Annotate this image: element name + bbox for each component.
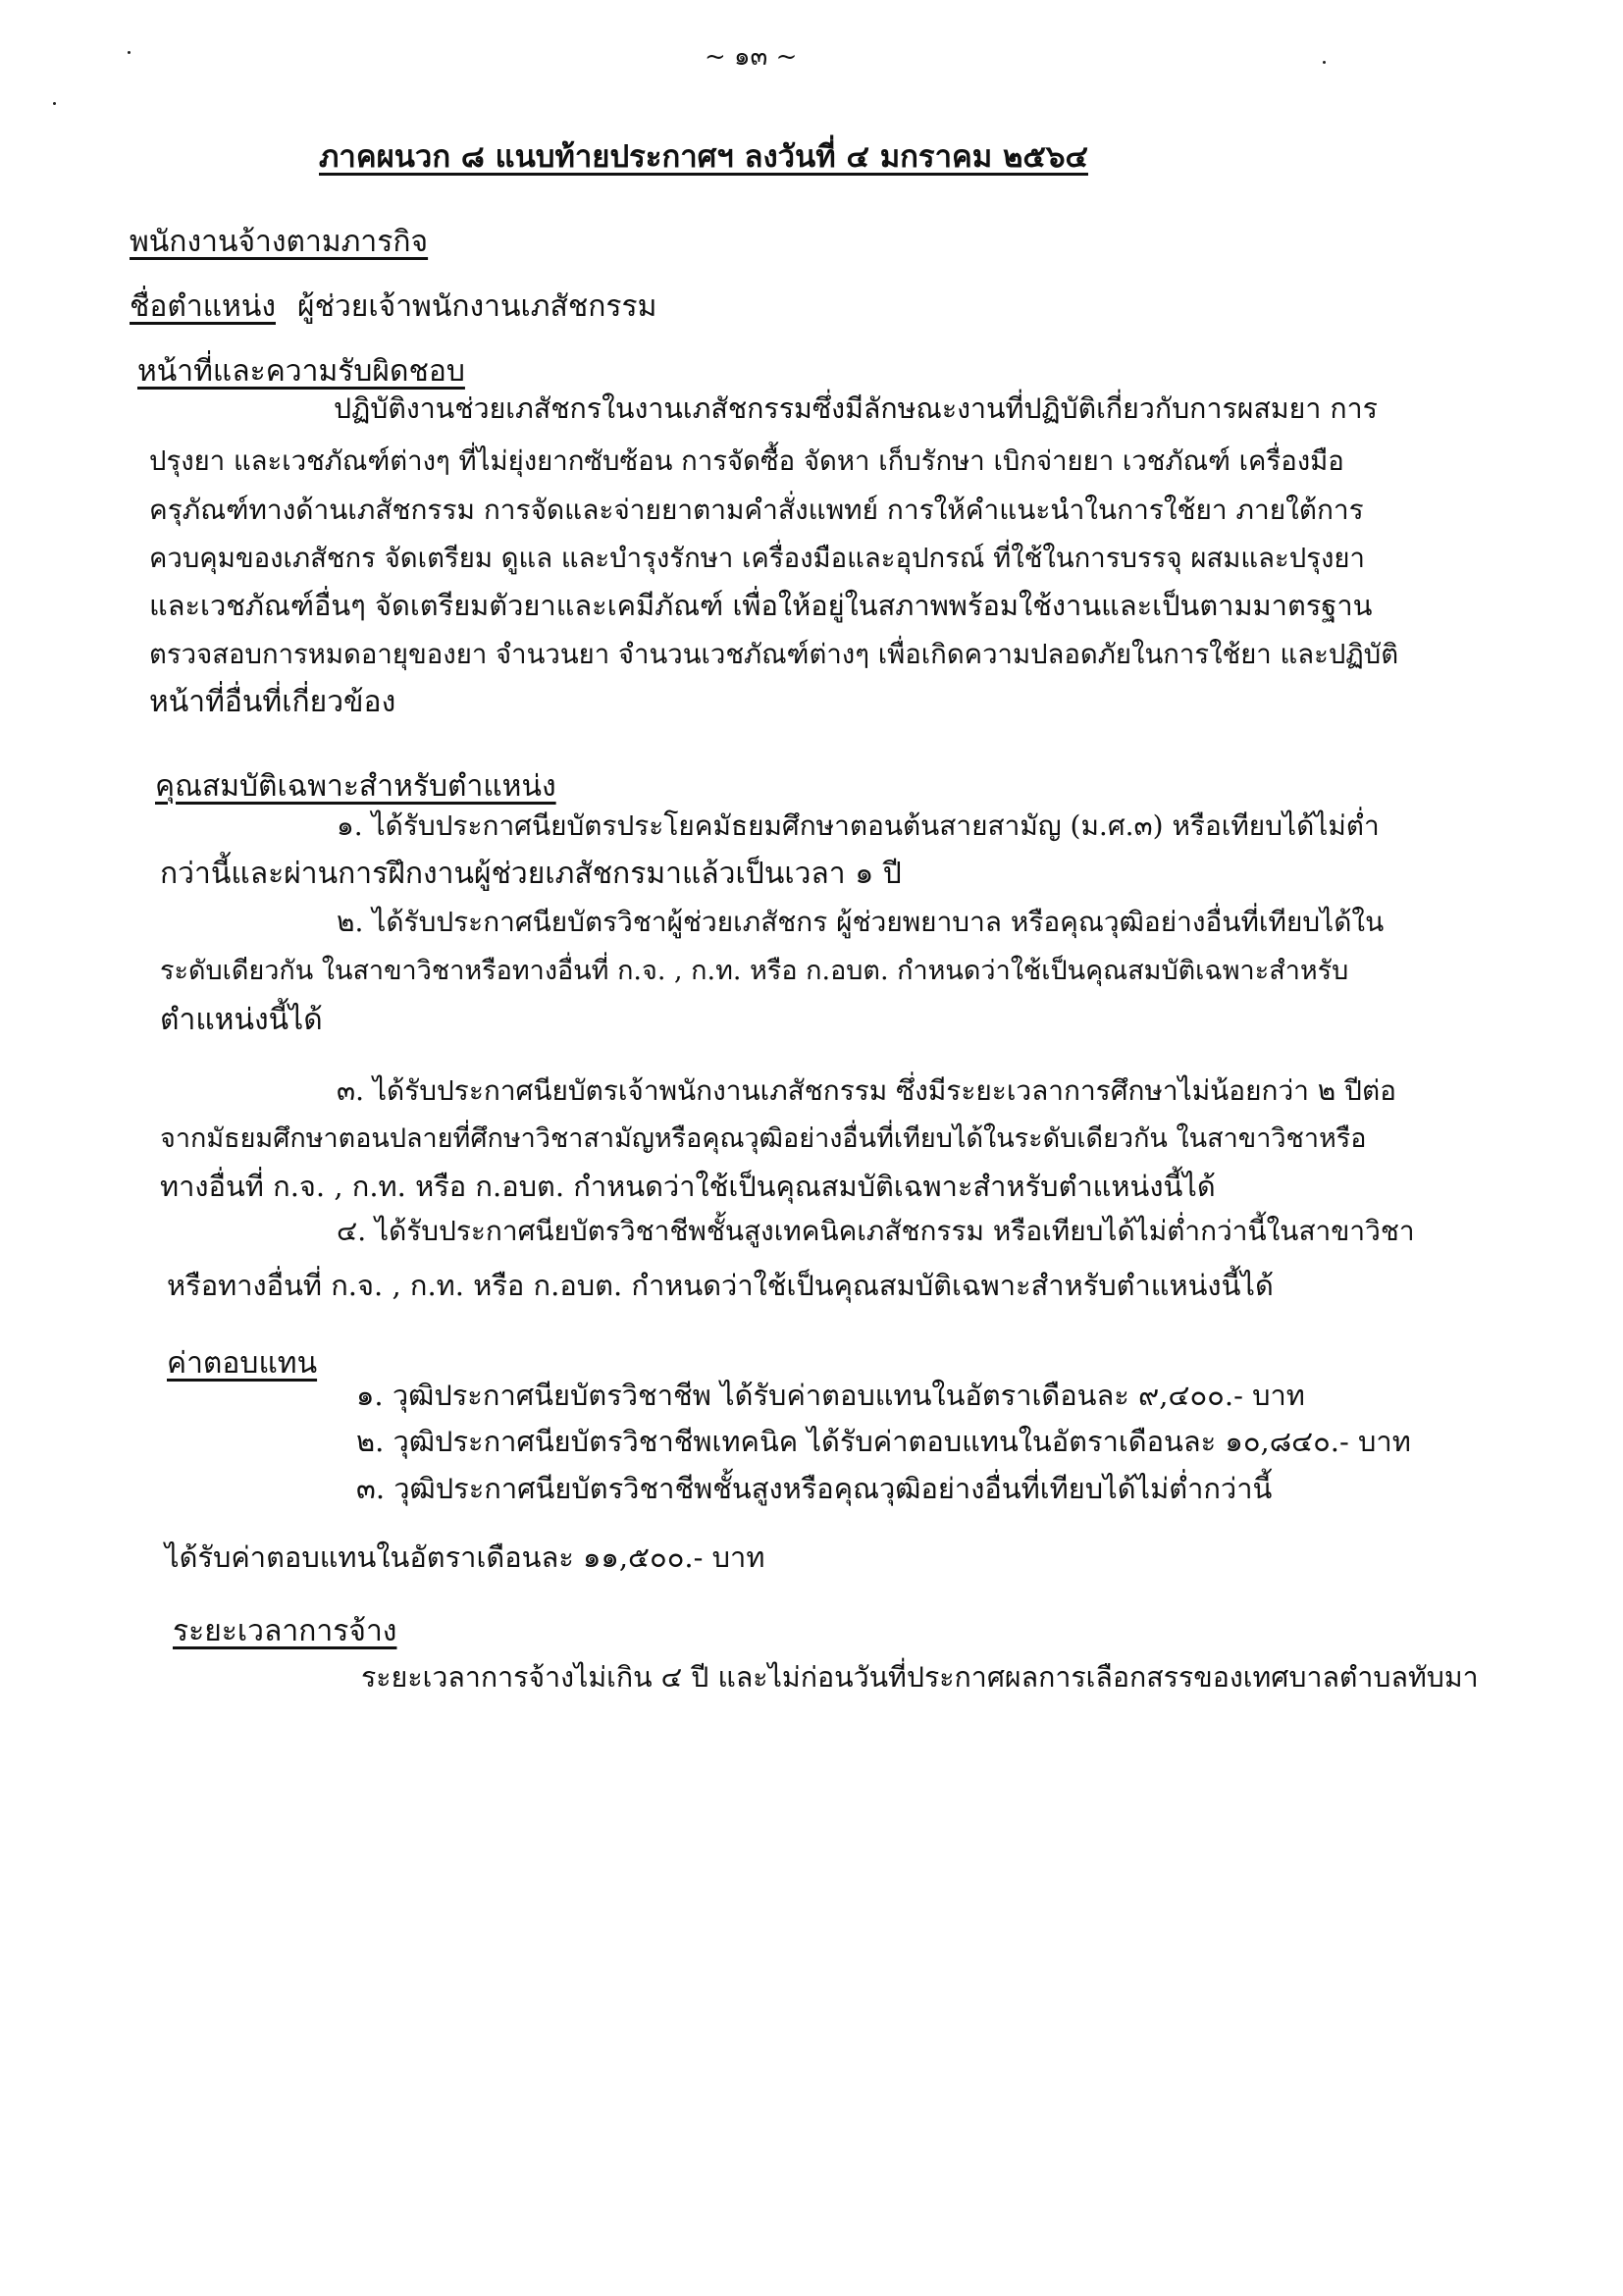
position-label: ชื่อตำแหน่ง <box>130 289 276 324</box>
qualification-line: ตำแหน่งนี้ได้ <box>160 1003 323 1037</box>
compensation-line: ๑. วุฒิประกาศนียบัตรวิชาชีพ ได้รับค่าตอบแทนในอัตราเดือนละ ๙,๔๐๐.- บาท <box>356 1379 1305 1412</box>
qualification-line: ๔. ได้รับประกาศนียบัตรวิชาชีพชั้นสูงเทคนิคเภสัชกรรม หรือเทียบได้ไม่ต่ำกว่านี้ในสาขาวิชา <box>337 1215 1415 1247</box>
qualification-line: กว่านี้และผ่านการฝึกงานผู้ช่วยเภสัชกรมาแล้วเป็นเวลา ๑ ปี <box>160 857 902 891</box>
employment-period-heading: ระยะเวลาการจ้าง <box>173 1614 397 1648</box>
qualification-line: ๓. ได้รับประกาศนียบัตรเจ้าพนักงานเภสัชกรรม ซึ่งมีระยะเวลาการศึกษาไม่น้อยกว่า ๒ ปีต่อ <box>337 1074 1396 1107</box>
qualification-line: ๑. ได้รับประกาศนียบัตรประโยคมัธยมศึกษาตอนต้นสายสามัญ (ม.ศ.๓) หรือเทียบได้ไม่ต่ำ <box>337 809 1380 842</box>
qualifications-heading: คุณสมบัติเฉพาะสำหรับตำแหน่ง <box>155 769 556 804</box>
qualification-line: ระดับเดียวกัน ในสาขาวิชาหรือทางอื่นที่ ก.จ. , ก.ท. หรือ ก.อบต. กำหนดว่าใช้เป็นคุณสมบัติเฉพาะสำหรับ <box>160 956 1349 986</box>
employee-type: พนักงานจ้างตามภารกิจ <box>130 225 429 259</box>
duties-line: หน้าที่อื่นที่เกี่ยวข้อง <box>149 685 396 719</box>
qualification-line: จากมัธยมศึกษาตอนปลายที่ศึกษาวิชาสามัญหรือคุณวุฒิอย่างอื่นที่เทียบได้ในระดับเดียวกัน ในสาขาวิชาหรือ <box>160 1123 1367 1154</box>
compensation-heading: ค่าตอบแทน <box>167 1346 318 1381</box>
duties-line: ครุภัณฑ์ทางด้านเภสัชกรรม การจัดและจ่ายยาตามคำสั่งแพทย์ การให้คำแนะนำในการใช้ยา ภายใต้การ <box>149 494 1364 526</box>
annex-header: ภาคผนวก ๘ แนบท้ายประกาศฯ ลงวันที่ ๔ มกราคม ๒๕๖๔ <box>319 139 1088 175</box>
duties-heading: หน้าที่และความรับผิดชอบ <box>137 354 465 389</box>
compensation-line: ๒. วุฒิประกาศนียบัตรวิชาชีพเทคนิค ได้รับค่าตอบแทนในอัตราเดือนละ ๑๐,๘๔๐.- บาท <box>356 1425 1411 1458</box>
duties-line: และเวชภัณฑ์อื่นๆ จัดเตรียมตัวยาและเคมีภัณฑ์ เพื่อให้อยู่ในสภาพพร้อมใช้งานและเป็นตามมาตรฐาน <box>149 589 1373 622</box>
qualification-line: ๒. ได้รับประกาศนียบัตรวิชาผู้ช่วยเภสัชกร ผู้ช่วยพยาบาล หรือคุณวุฒิอย่างอื่นที่เทียบได้ใน <box>337 906 1385 938</box>
position-value: ผู้ช่วยเจ้าพนักงานเภสัชกรรม <box>297 289 657 324</box>
scan-speck <box>1323 61 1326 64</box>
scan-speck <box>53 102 56 105</box>
scan-speck <box>128 51 131 54</box>
duties-line: ตรวจสอบการหมดอายุของยา จำนวนยา จำนวนเวชภัณฑ์ต่างๆ เพื่อเกิดความปลอดภัยในการใช้ยา และปฏิบัติ <box>149 639 1399 670</box>
qualification-line: ทางอื่นที่ ก.จ. , ก.ท. หรือ ก.อบต. กำหนดว่าใช้เป็นคุณสมบัติเฉพาะสำหรับตำแหน่งนี้ได้ <box>160 1170 1216 1203</box>
duties-line: ปรุงยา และเวชภัณฑ์ต่างๆ ที่ไม่ยุ่งยากซับซ้อน การจัดซื้อ จัดหา เก็บรักษา เบิกจ่ายยา เวชภัณฑ์ เครื่องมือ <box>149 445 1344 477</box>
qualification-line: หรือทางอื่นที่ ก.จ. , ก.ท. หรือ ก.อบต. กำหนดว่าใช้เป็นคุณสมบัติเฉพาะสำหรับตำแหน่งนี้ได้ <box>167 1269 1274 1302</box>
duties-line: ควบคุมของเภสัชกร จัดเตรียม ดูแล และบำรุงรักษา เครื่องมือและอุปกรณ์ ที่ใช้ในการบรรจุ ผสมและปรุงยา <box>149 543 1365 574</box>
duties-line: ปฏิบัติงานช่วยเภสัชกรในงานเภสัชกรรมซึ่งมีลักษณะงานที่ปฏิบัติเกี่ยวกับการผสมยา การ <box>334 392 1378 425</box>
employment-period-text: ระยะเวลาการจ้างไม่เกิน ๔ ปี และไม่ก่อนวันที่ประกาศผลการเลือกสรรของเทศบาลตำบลทับมา <box>361 1661 1479 1694</box>
page-number: ~ ๑๓ ~ <box>705 42 798 72</box>
compensation-line: ได้รับค่าตอบแทนในอัตราเดือนละ ๑๑,๕๐๐.- บาท <box>165 1540 765 1574</box>
compensation-line: ๓. วุฒิประกาศนียบัตรวิชาชีพชั้นสูงหรือคุณวุฒิอย่างอื่นที่เทียบได้ไม่ต่ำกว่านี้ <box>356 1472 1273 1505</box>
